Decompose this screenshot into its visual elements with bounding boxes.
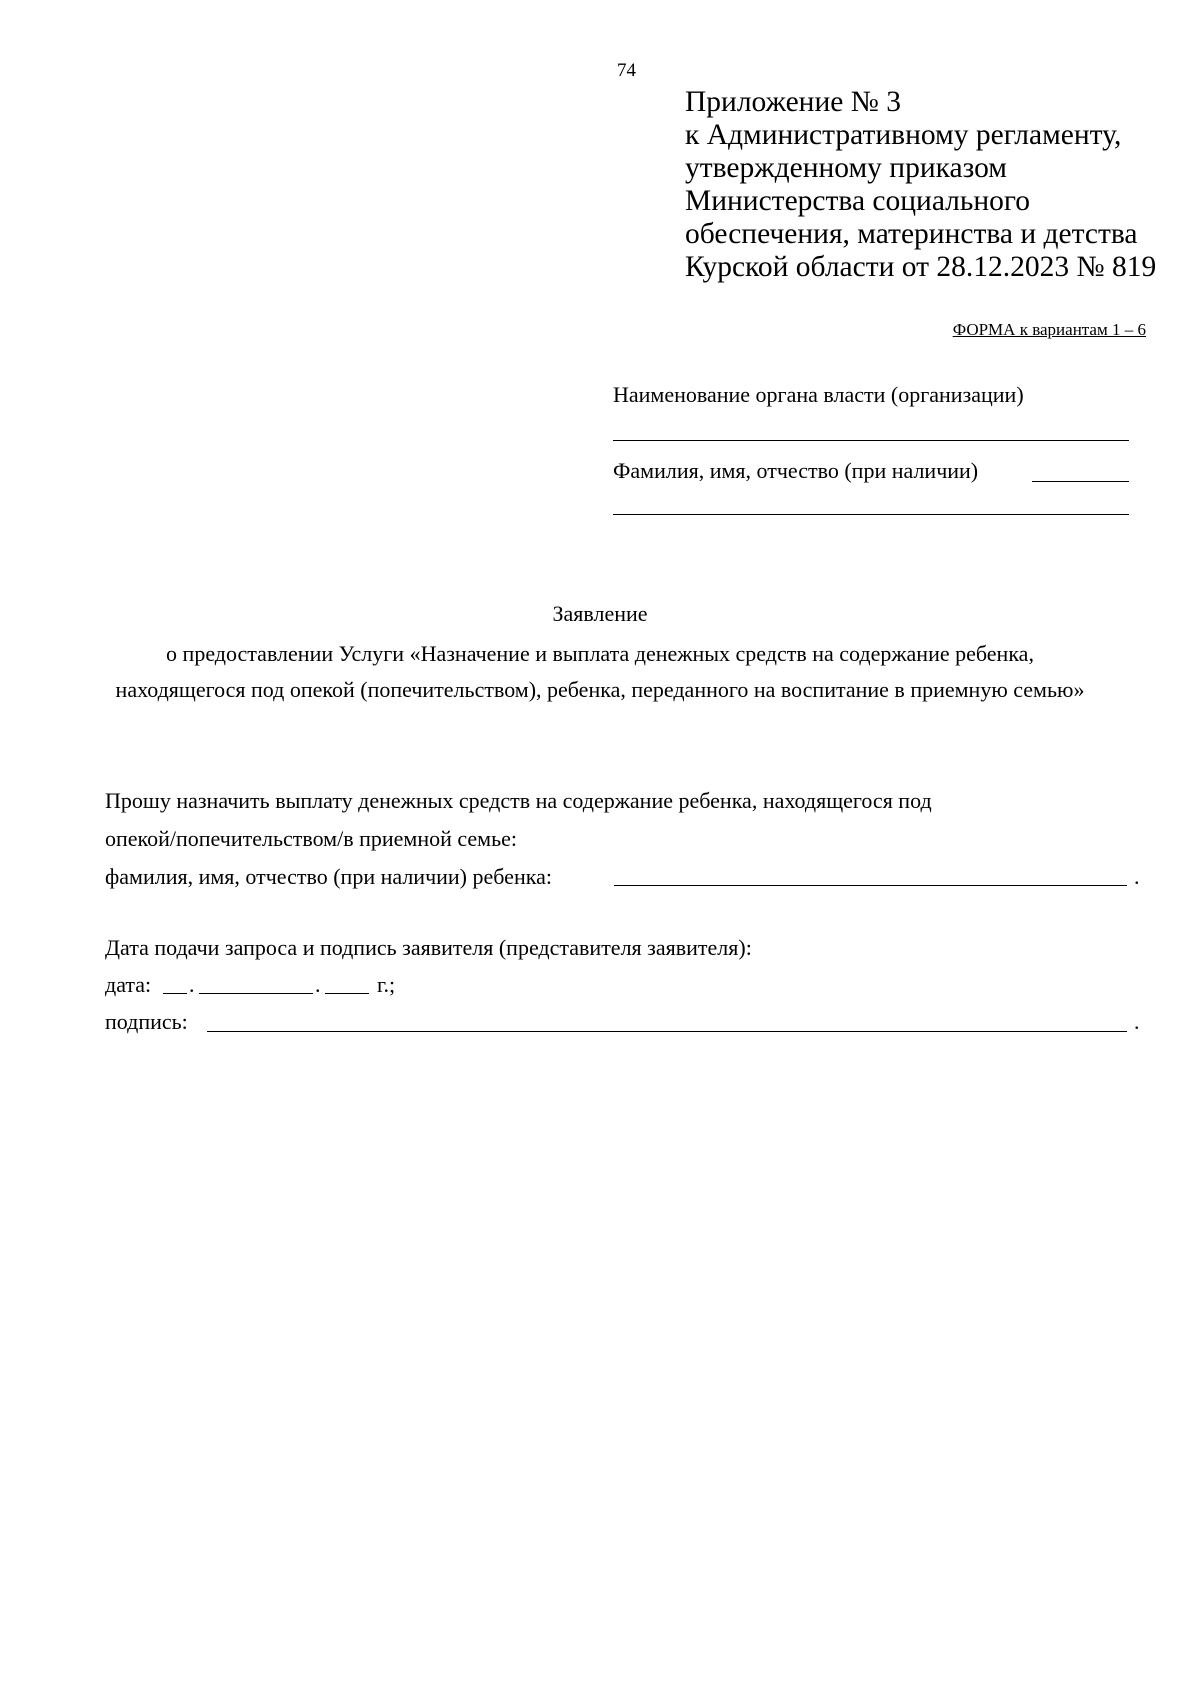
year-suffix: г.; — [377, 972, 396, 997]
authority-name-field[interactable] — [613, 440, 1129, 441]
applicant-fullname-label: Фамилия, имя, отчество (при наличии) — [613, 458, 979, 483]
appendix-line: обеспечения, материнства и детства — [685, 218, 1138, 250]
date-month-field[interactable] — [199, 993, 313, 994]
request-text-line-2: опекой/попечительством/в приемной семье: — [105, 826, 518, 851]
authority-name-label: Наименование органа власти (организации) — [613, 382, 1024, 407]
date-separator: . — [189, 972, 195, 997]
appendix-line: утвержденному приказом — [685, 152, 1007, 184]
appendix-line: Курской области от 28.12.2023 № 819 — [685, 251, 1157, 283]
document-title: Заявление — [552, 601, 648, 626]
form-variant-label: ФОРМА к вариантам 1 – 6 — [952, 320, 1146, 339]
appendix-line: к Административному регламенту, — [685, 119, 1122, 151]
document-subtitle: о предоставлении Услуги «Назначение и выплата денежных средств на содержание ребенка, находящегося под опекой (попечительством), ребенка, переданного на воспитание в приемную семью» — [115, 641, 1085, 702]
child-name-label: фамилия, имя, отчество (при наличии) ребенка: — [105, 864, 552, 889]
signature-field[interactable] — [207, 1031, 1127, 1032]
page-number: 74 — [617, 60, 636, 81]
applicant-fullname-field[interactable] — [1032, 481, 1129, 482]
appendix-header — [685, 86, 1156, 284]
date-year-field[interactable] — [325, 993, 369, 994]
date-separator: . — [315, 972, 321, 997]
appendix-line: Министерства социального — [685, 185, 1031, 217]
signature-label: подпись: — [105, 1009, 188, 1034]
request-text-line-1: Прошу назначить выплату денежных средств на содержание ребенка, находящегося под — [105, 788, 932, 813]
child-name-end-period: . — [1134, 864, 1140, 889]
appendix-line: Приложение № 3 — [685, 86, 901, 118]
date-day-field[interactable] — [163, 993, 187, 994]
signature-heading: Дата подачи запроса и подпись заявителя (представителя заявителя): — [105, 935, 752, 960]
child-name-field[interactable] — [614, 885, 1127, 886]
signature-end-period: . — [1134, 1009, 1140, 1034]
applicant-fullname-field-2[interactable] — [613, 514, 1129, 515]
date-label: дата: — [105, 972, 152, 997]
